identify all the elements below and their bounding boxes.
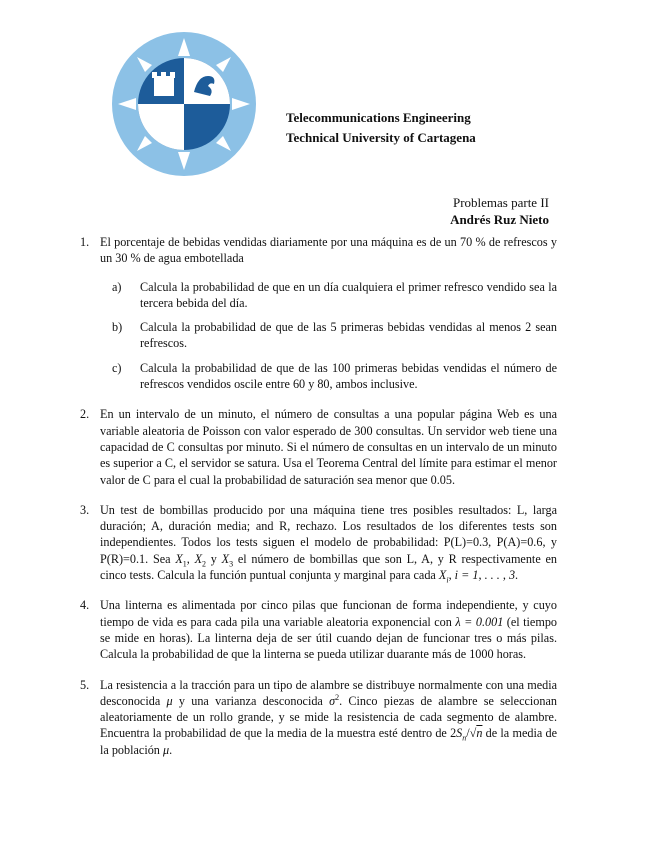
institution-name: [286, 108, 476, 148]
subquestion-label: a): [112, 279, 122, 294]
subquestion-label: b): [112, 320, 123, 335]
institution-line-2: Technical University of Cartagena: [286, 130, 476, 145]
problem-text: En un intervalo de un minuto, el número de consultas a una popular página Web es una variable aleatoria de Poisson con valor esperado de 300 consultas. Un servidor web tiene una capacidad de C consultas por minuto. Si el número de consultas en un intervalo de un minuto es superior a C, el servidor se satura. Usa el Teorema Central del límite para estimar el menor valor de C para el cual la probabilidad de saturación sea menor que 0.05.: [100, 407, 557, 487]
problem-list: [80, 234, 557, 772]
subquestion-label: c): [112, 360, 122, 375]
problem-number: 4.: [80, 598, 90, 613]
problem-3: [80, 502, 557, 583]
problem-number: 1.: [80, 235, 90, 249]
problem-number: 3.: [80, 502, 90, 517]
problem-2: [80, 406, 557, 487]
subquestion-a: [112, 279, 557, 312]
document-title: Problemas parte II: [452, 195, 549, 210]
castle-icon: [152, 72, 175, 96]
problem-number: 5.: [80, 677, 90, 692]
problem-number: 2.: [80, 407, 90, 422]
problem-text: Un test de bombillas producido por una máquina tiene tres posibles resultados: L, larga duración; A, duración media; and R, rechazo. Los resultados de los diferentes tests son independientes. Todos los tests siguen el modelo de probabilidad: P(L)=0.3, P(A)=0.6, y P(R)=0.1. Sea $X_1$, $X_2$ y $X_3$ el número de bombillas que son L, A, y R respectivamente en cinco tests. Calcula la función puntual conjunta y marginal para cada $X_i$, i = 1, . . . , 3.: [100, 502, 557, 585]
problem-1: [80, 234, 557, 392]
subquestion-b: [112, 319, 557, 352]
subquestion-text: Calcula la probabilidad de que de las 5 primeras bebidas vendidas al menos 2 sean refrescos.: [140, 320, 557, 351]
subquestion-c: [112, 360, 557, 393]
document-header: [450, 194, 549, 228]
institution-line-1: Telecommunications Engineering: [286, 110, 471, 125]
university-logo: [112, 32, 256, 176]
problem-4: [80, 597, 557, 662]
problem-text: La resistencia a la tracción para un tipo de alambre se distribuye normalmente con una media desconocida μ y una varianza desconocida $\sigma^2$. Cinco piezas de alambre se seleccionan aleatoriamente de un rollo grande, y se mide la resistencia de cada segmento de alambre. Encuentra la probabilidad de que la media de la muestra esté dentro de $2S_n/√n$ de la media de la población μ.: [100, 677, 557, 757]
subquestion-list: [100, 279, 557, 393]
problem-text: Una linterna es alimentada por cinco pilas que funcionan de forma independiente, y cuyo tiempo de vida es para cada pila una variable aleatoria exponencial con λ = 0.001 (el tiempo se mide en horas). La linterna deja de ser útil cuando dejan de funcionar tres o más pilas. Calcula la probabilidad de que la linterna se pueda utilizar duarante más de 1000 horas.: [100, 598, 558, 662]
problem-text: El porcentaje de bebidas vendidas diariamente por una máquina es de un 70 % de refrescos y un 30 % de agua embotellada: [100, 235, 557, 266]
author-name: Andrés Ruz Nieto: [450, 212, 549, 227]
problem-5: [80, 677, 557, 758]
subquestion-text: Calcula la probabilidad de que de las 100 primeras bebidas vendidas el número de refrescos vendidos oscile entre 60 y 80, ambos inclusive.: [140, 360, 557, 392]
subquestion-text: Calcula la probabilidad de que en un día cualquiera el primer refresco vendido sea la tercera bebida del día.: [140, 279, 557, 310]
castle-icon: [192, 108, 215, 132]
